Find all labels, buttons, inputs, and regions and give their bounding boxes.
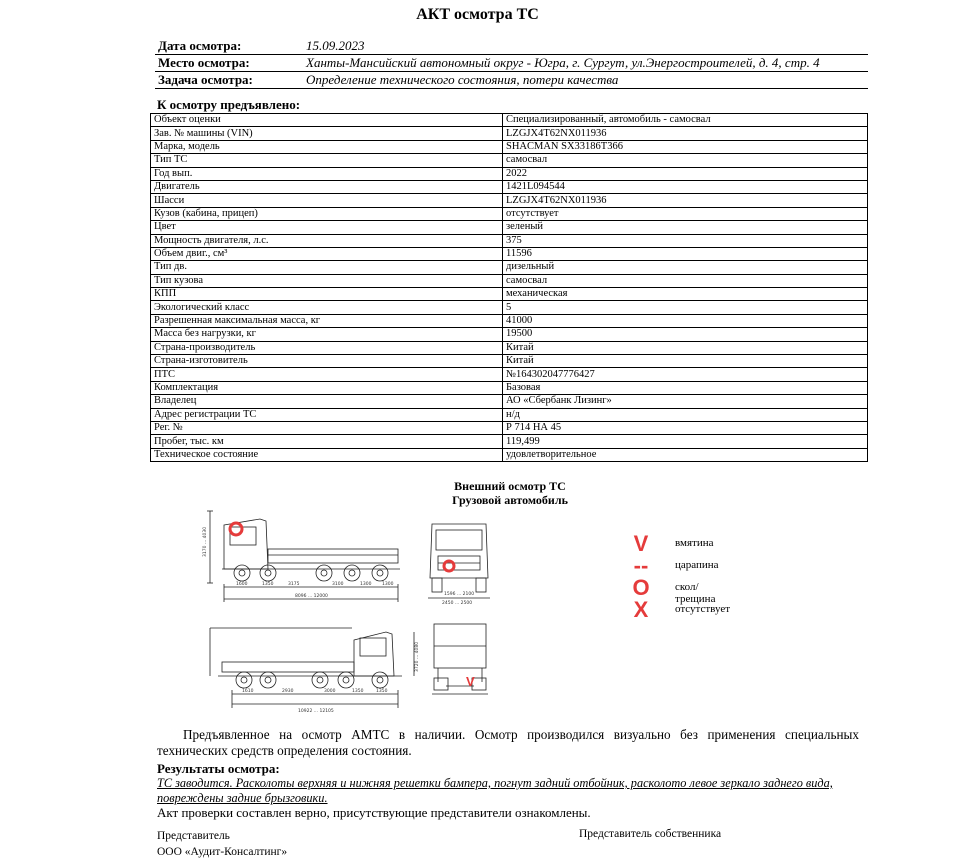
spec-row	[151, 328, 868, 341]
spec-row	[151, 114, 868, 127]
spec-value: 5	[503, 301, 868, 314]
spec-value: 375	[503, 234, 868, 247]
spec-row	[151, 221, 868, 234]
spec-row	[151, 167, 868, 180]
legend-label: царапина	[675, 559, 719, 571]
spec-label: Тип ТС	[151, 154, 503, 167]
info-label: Задача осмотра:	[155, 72, 303, 89]
spec-label: КПП	[151, 288, 503, 301]
spec-row	[151, 435, 868, 448]
spec-row	[151, 395, 868, 408]
spec-row	[151, 301, 868, 314]
spec-label: Шасси	[151, 194, 503, 207]
spec-row	[151, 408, 868, 421]
document-title: АКТ осмотра ТС	[416, 6, 539, 23]
spec-label: Страна-производитель	[151, 341, 503, 354]
spec-value: LZGJX4T62NX011936	[503, 127, 868, 140]
spec-value: Базовая	[503, 381, 868, 394]
inspection-info-table	[155, 38, 868, 89]
svg-text:3170 ... 4030: 3170 ... 4030	[203, 526, 208, 557]
inspection-paragraph: Предъявленное на осмотр АМТС в наличии. Осмотр производился визуально без применения специальных технических средств определения состояния.	[157, 727, 859, 758]
spec-label: Марка, модель	[151, 140, 503, 153]
representative-left	[157, 828, 287, 860]
missing-icon: X	[633, 597, 649, 622]
svg-text:8096 ... 12000: 8096 ... 12000	[295, 594, 328, 599]
spec-value: №164302047776427	[503, 368, 868, 381]
svg-text:1596 ... 2100: 1596 ... 2100	[444, 592, 475, 597]
spec-value: Китай	[503, 355, 868, 368]
spec-row	[151, 314, 868, 327]
truck-rear-view-diagram	[430, 620, 492, 698]
spec-row	[151, 207, 868, 220]
info-label: Место осмотра:	[155, 55, 303, 72]
spec-label: Цвет	[151, 221, 503, 234]
inspection-subtitle: Грузовой автомобиль	[452, 493, 568, 507]
spec-value: отсутствует	[503, 207, 868, 220]
spec-label: Комплектация	[151, 381, 503, 394]
svg-text:3720 ... 4080: 3720 ... 4080	[415, 641, 420, 672]
spec-label: Мощность двигателя, л.с.	[151, 234, 503, 247]
damage-dent-mark: V	[466, 674, 475, 689]
svg-text:1350: 1350	[352, 689, 364, 694]
spec-label: Тип кузова	[151, 274, 503, 287]
svg-text:3000: 3000	[324, 689, 336, 694]
spec-label: Адрес регистрации ТС	[151, 408, 503, 421]
spec-row	[151, 247, 868, 260]
spec-value: Р 714 НА 45	[503, 421, 868, 434]
results-text: ТС заводится. Расколоты верхняя и нижняя решетки бампера, погнут задний отбойник, расколото левое зеркало заднего вида, повреждены задние брызговики.	[157, 776, 833, 805]
svg-text:3175: 3175	[288, 582, 300, 587]
spec-value: Китай	[503, 341, 868, 354]
spec-value: самосвал	[503, 154, 868, 167]
spec-label: Техническое состояние	[151, 448, 503, 461]
spec-value: 11596	[503, 247, 868, 260]
spec-row	[151, 381, 868, 394]
spec-label: Страна-изготовитель	[151, 355, 503, 368]
spec-label: Зав. № машины (VIN)	[151, 127, 503, 140]
svg-text:1610: 1610	[242, 689, 254, 694]
representative-owner: Представитель собственника	[579, 828, 722, 840]
spec-value: 19500	[503, 328, 868, 341]
spec-label: Двигатель	[151, 180, 503, 193]
svg-text:1350: 1350	[376, 689, 388, 694]
info-row-place	[155, 55, 868, 72]
spec-value: дизельный	[503, 261, 868, 274]
truck-front-view-diagram	[424, 520, 494, 605]
spec-row	[151, 274, 868, 287]
representative-title: Представитель	[157, 830, 230, 842]
info-value: Определение технического состояния, потери качества	[303, 72, 868, 89]
spec-value: 41000	[503, 314, 868, 327]
spec-row	[151, 154, 868, 167]
spec-row	[151, 355, 868, 368]
legend-label: вмятина	[675, 537, 714, 549]
spec-row	[151, 421, 868, 434]
svg-text:10922 ... 12105: 10922 ... 12105	[298, 709, 334, 714]
spec-label: Масса без нагрузки, кг	[151, 328, 503, 341]
presented-heading: К осмотру предъявлено:	[157, 97, 301, 112]
legend-label: скол/трещина	[675, 581, 716, 605]
spec-value: 2022	[503, 167, 868, 180]
spec-row	[151, 341, 868, 354]
spec-label: Год вып.	[151, 167, 503, 180]
spec-label: ПТС	[151, 368, 503, 381]
spec-label: Объект оценки	[151, 114, 503, 127]
spec-value: Специализированный, автомобиль - самосвал	[503, 114, 868, 127]
spec-label: Кузов (кабина, прицеп)	[151, 207, 503, 220]
spec-row	[151, 368, 868, 381]
svg-text:1600: 1600	[236, 582, 248, 587]
spec-label: Тип дв.	[151, 261, 503, 274]
representative-org: ООО «Аудит-Консалтинг»	[157, 846, 288, 858]
info-row-date	[155, 38, 868, 55]
results-heading: Результаты осмотра:	[157, 761, 280, 776]
spec-label: Рег. №	[151, 421, 503, 434]
damage-crack-mark	[444, 561, 454, 571]
spec-row	[151, 448, 868, 461]
info-value: Ханты-Мансийский автономный округ - Югра, г. Сургут, ул.Энергостроителей, д. 4, стр. 4	[303, 55, 868, 72]
spec-value: механическая	[503, 288, 868, 301]
info-label: Дата осмотра:	[155, 38, 303, 55]
inspection-heading	[0, 479, 955, 507]
dimension-labels	[242, 642, 420, 714]
spec-value: 1421L094544	[503, 180, 868, 193]
vehicle-spec-table	[150, 113, 868, 462]
scratch-icon: --	[633, 553, 649, 578]
spec-value: зеленый	[503, 221, 868, 234]
spec-value: удовлетворительное	[503, 448, 868, 461]
svg-text:2450 ... 2500: 2450 ... 2500	[442, 601, 473, 605]
spec-row	[151, 180, 868, 193]
spec-value: самосвал	[503, 274, 868, 287]
svg-text:1300: 1300	[360, 582, 372, 587]
damage-crack-mark	[230, 523, 242, 535]
truck-side-view-diagram	[200, 507, 422, 615]
dent-icon: V	[633, 531, 649, 556]
spec-row	[151, 261, 868, 274]
spec-value: АО «Сбербанк Лизинг»	[503, 395, 868, 408]
spec-label: Владелец	[151, 395, 503, 408]
info-row-task	[155, 72, 868, 89]
spec-label: Разрешенная максимальная масса, кг	[151, 314, 503, 327]
legend-label: отсутствует	[675, 603, 731, 615]
spec-label: Экологический класс	[151, 301, 503, 314]
spec-row	[151, 127, 868, 140]
svg-text:1350: 1350	[262, 582, 274, 587]
info-value: 15.09.2023	[303, 38, 868, 55]
spec-row	[151, 194, 868, 207]
svg-text:3100: 3100	[332, 582, 344, 587]
spec-label: Пробег, тыс. км	[151, 435, 503, 448]
svg-text:1300: 1300	[382, 582, 394, 587]
crack-icon: O	[632, 575, 650, 600]
akt-confirmation: Акт проверки составлен верно, присутствующие представители ознакомлены.	[157, 805, 591, 820]
spec-value: н/д	[503, 408, 868, 421]
svg-text:2930: 2930	[282, 689, 294, 694]
spec-value: SHACMAN SX33186T366	[503, 140, 868, 153]
spec-value: LZGJX4T62NX011936	[503, 194, 868, 207]
spec-row	[151, 288, 868, 301]
spec-label: Объем двиг., см³	[151, 247, 503, 260]
spec-row	[151, 140, 868, 153]
truck-chassis-view-diagram	[202, 614, 422, 714]
spec-value: 119,499	[503, 435, 868, 448]
inspection-title: Внешний осмотр ТС	[454, 479, 566, 493]
spec-row	[151, 234, 868, 247]
